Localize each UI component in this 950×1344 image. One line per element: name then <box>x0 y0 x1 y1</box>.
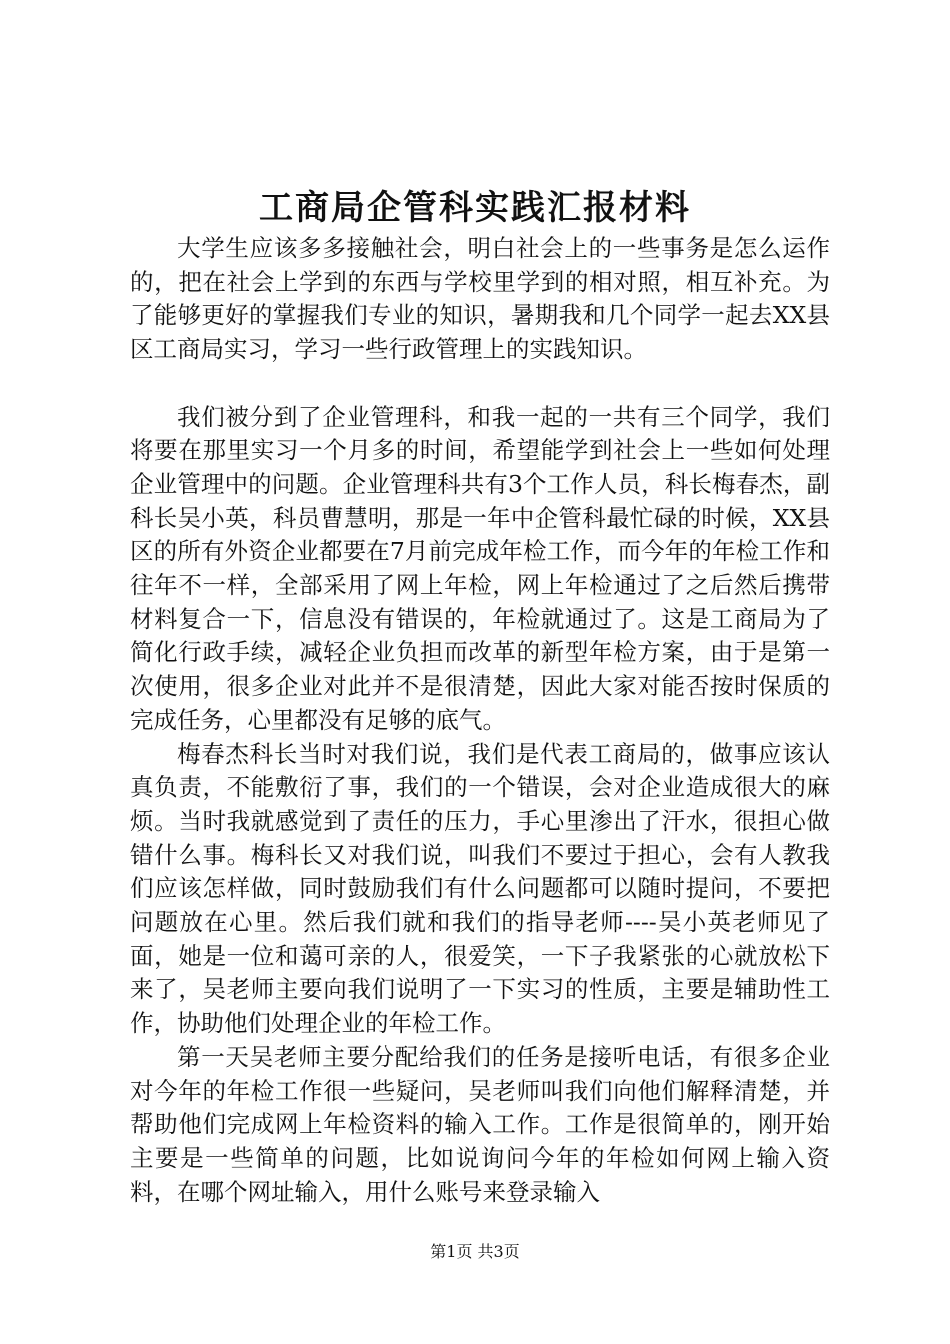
paragraph-4: 第一天吴老师主要分配给我们的任务是接听电话，有很多企业对今年的年检工作很一些疑问，吴老师叫我们向他们解释清楚，并帮助他们完成网上年检资料的输入工作。工作是很简单的，刚开始主要是一些简单的问题，比如说询问今年的年检如何网上输入资料，在哪个网址输入，用什么账号来登录输入 <box>130 1042 830 1206</box>
document-body <box>130 232 830 1209</box>
page-number-footer: 第1页 共3页 <box>430 1242 520 1261</box>
paragraph-3: 梅春杰科长当时对我们说，我们是代表工商局的，做事应该认真负责，不能敷衍了事，我们的一个错误，会对企业造成很大的麻烦。当时我就感觉到了责任的压力，手心里渗出了汗水，很担心做错什么事。梅科长又对我们说，叫我们不要过于担心，会有人教我们应该怎样做，同时鼓励我们有什么问题都可以随时提问，不要把问题放在心里。然后我们就和我们的指导老师----吴小英老师见了面，她是一位和蔼可亲的人，很爱笑，一下子我紧张的心就放松下来了，吴老师主要向我们说明了一下实习的性质，主要是辅助性工作，协助他们处理企业的年检工作。 <box>130 739 830 1038</box>
paragraph-1: 大学生应该多多接触社会，明白社会上的一些事务是怎么运作的，把在社会上学到的东西与学校里学到的相对照，相互补充。为了能够更好的掌握我们专业的知识，暑期我和几个同学一起去XX县区工商局实习，学习一些行政管理上的实践知识。 <box>130 234 830 364</box>
document-title: 工商局企管科实践汇报材料 <box>259 188 691 228</box>
paragraph-2: 我们被分到了企业管理科，和我一起的一共有三个同学，我们将要在那里实习一个月多的时间，希望能学到社会上一些如何处理企业管理中的问题。企业管理科共有3个工作人员，科长梅春杰，副科长吴小英，科员曹慧明，那是一年中企管科最忙碌的时候，XX县区的所有外资企业都要在7月前完成年检工作，而今年的年检工作和往年不一样，全部采用了网上年检，网上年检通过了之后然后携带材料复合一下，信息没有错误的，年检就通过了。这是工商局为了简化行政手续，减轻企业负担而改革的新型年检方案，由于是第一次使用，很多企业对此并不是很清楚，因此大家对能否按时保质的完成任务，心里都没有足够的底气。 <box>130 402 830 734</box>
